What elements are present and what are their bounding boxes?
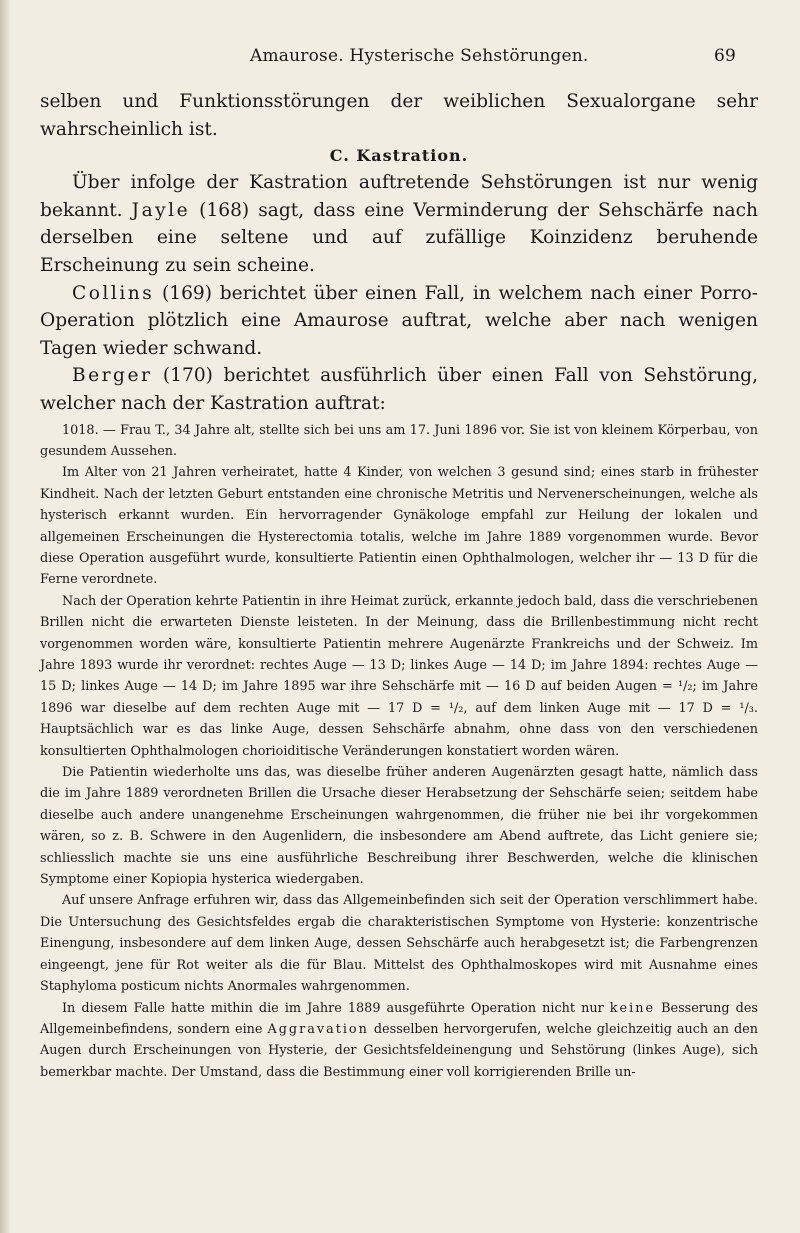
author-name: Jayle [131, 199, 191, 221]
paragraph-jayle [40, 169, 758, 279]
case-paragraph: 1018. — Frau T., 34 Jahre alt, stellte sich bei uns am 17. Juni 1896 vor. Sie ist von kleinem Körperbau, von gesundem Aussehen. [40, 422, 758, 459]
paragraph-berger [40, 362, 758, 417]
running-header [250, 46, 736, 66]
paragraph-text: (168) sagt, dass eine Verminderung der Sehschärfe nach derselben eine seltene und auf zufällige Koinzidenz beruhende Erscheinung zu sein scheine. [40, 199, 758, 276]
page-spine-shadow [0, 0, 10, 1233]
case-paragraph: Nach der Operation kehrte Patientin in ihre Heimat zurück, erkannte jedoch bald, dass die verschriebenen Brillen nicht die erwarteten Dienste leisteten. In der Meinung, dass die Brillenbestimmung nicht recht vorgenommen worden wäre, konsultierte Patientin mehrere Augenärzte Frankreichs und der Schweiz. Im Jahre 1893 wurde ihr verordnet: rechtes Auge — 13 D; linkes Auge — 14 D; im Jahre 1894: rechtes Auge — 15 D; linkes Auge — 14 D; im Jahre 1895 war ihre Sehschärfe mit — 16 D auf beiden Augen = ¹/₂; im Jahre 1896 war dieselbe auf dem rechten Auge mit — 17 D = ¹/₂, auf dem linken Auge mit — 17 D = ¹/₃. Hauptsächlich war es das linke Auge, dessen Sehschärfe abnahm, ohne dass von den verschiedenen konsultierten Ophthalmologen chorioiditische Veränderungen konstatiert worden wären. [40, 593, 758, 759]
paragraph-text: (170) berichtet ausführlich über einen Fall von Sehstörung, welcher nach der Kastration auftrat: [40, 365, 758, 414]
page-body [40, 88, 758, 1083]
paragraph-text: (169) berichtet über einen Fall, in welchem nach einer Porro-Operation plötzlich eine Amaurose auftrat, welche aber nach wenigen Tagen wieder schwand. [40, 282, 758, 359]
case-paragraph: Die Patientin wiederholte uns das, was dieselbe früher anderen Augenärzten gesagt hatte, nämlich dass die im Jahre 1889 verordneten Brillen die Ursache dieser Herabsetzung der Sehschärfe seien; seitdem habe dieselbe auch andere unangenehme Erscheinungen wahrgenommen, die früher nie bei ihr vorgekommen wären, so z. B. Schwere in den Augenlidern, die insbesondere am Abend auftrete, das Licht geniere sie; schliesslich machte sie uns eine ausführliche Beschreibung ihrer Beschwerden, welche die klinischen Symptome einer Kopiopia hysterica wiedergaben. [40, 765, 758, 888]
running-title: Amaurose. Hysterische Sehstörungen. [250, 46, 589, 66]
author-name: Collins [72, 282, 155, 304]
paragraph-text: desselben hervorgerufen, welche gleichzeitig auch an den Augen durch Erscheinungen von Hysterie, der Gesichtsfeldeinengung und Sehstörung (linkes Auge), sich bemerkbar machte. Der Umstand, dass die Bestimmung einer voll korrigierenden Brille un- [40, 1021, 758, 1080]
emphasized-word: Aggravation [267, 1021, 369, 1037]
paragraph-text: In diesem Falle hatte mithin die im Jahre 1889 ausgeführte Operation nicht nur [62, 1000, 610, 1016]
paragraph-text: Über infolge der Kastration auftretende Sehstörungen ist nur wenig bekannt. [40, 172, 758, 221]
page-number: 69 [713, 46, 736, 66]
emphasized-word: keine [609, 1000, 656, 1016]
section-heading: C. Kastration. [329, 146, 469, 166]
paragraph-collins [40, 280, 758, 363]
case-paragraph [40, 998, 758, 1084]
intro-paragraph: selben und Funktionsstörungen der weiblichen Sexualorgane sehr wahrscheinlich ist. [40, 91, 758, 140]
case-paragraph: Auf unsere Anfrage erfuhren wir, dass das Allgemeinbefinden sich seit der Operation verschlimmert habe. Die Untersuchung des Gesichtsfeldes ergab die charakteristischen Symptome von Hysterie: konzentrische Einengung, insbesondere auf dem linken Auge, dessen Sehschärfe auch herabgesetzt ist; die Farbengrenzen eingeengt, jene für Rot weiter als die für Blau. Mittelst des Ophthalmoskopes wird mit Ausnahme eines Staphyloma posticum nichts Anormales wahrgenommen. [40, 893, 758, 995]
case-paragraph: Im Alter von 21 Jahren verheiratet, hatte 4 Kinder, von welchen 3 gesund sind; eines starb in frühester Kindheit. Nach der letzten Geburt entstanden eine chronische Metritis und Nervenerscheinungen, welche als hysterisch erkannt wurden. Ein hervorragender Gynäkologe empfahl zur Heilung der lokalen und allgemeinen Erscheinungen die Hysterectomia totalis, welche im Jahre 1889 vorgenommen wurde. Bevor diese Operation ausgeführt wurde, konsultierte Patientin einen Ophthalmologen, welcher ihr — 13 D für die Ferne verordnete. [40, 465, 758, 588]
author-name: Berger [72, 365, 153, 387]
paragraph-text: Besserung des Allgemeinbefindens, sondern eine [40, 1000, 758, 1037]
